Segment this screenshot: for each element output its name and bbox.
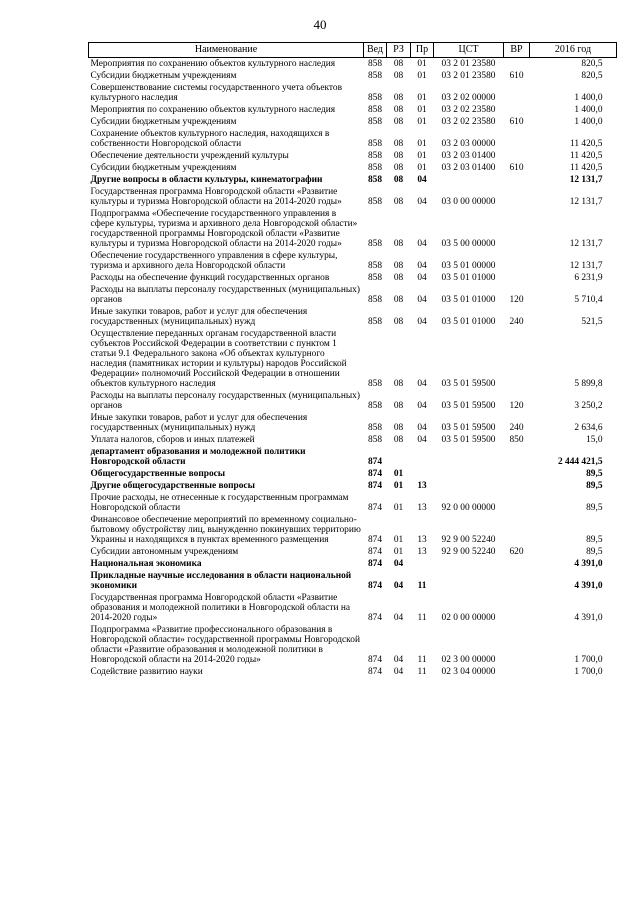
cell-cst: 03 2 02 00000 [441, 93, 496, 103]
cell-cst [434, 480, 504, 492]
cell-cst: 03 2 03 01400 [441, 151, 496, 161]
cell-vr: 620 [509, 547, 524, 557]
cell-name: Подпрограмма «Развитие профессионального образования в Новгородской области» государственной программы Новгородской области «Развитие образования и молодежной политики в Новгородской области на 2014-2020 годы» [90, 625, 360, 665]
cell-pr: 04 [417, 401, 427, 411]
cell-ved: 874 [367, 655, 383, 665]
cell-ved: 858 [367, 139, 383, 149]
cell-rz: 08 [393, 197, 404, 207]
cell-pr: 04 [417, 273, 427, 283]
cell-ved: 858 [367, 175, 383, 185]
cell-name: Расходы на выплаты персоналу государственных (муниципальных) органов [90, 285, 360, 305]
cell-cst: 02 3 04 00000 [441, 667, 496, 677]
table-row [89, 570, 617, 592]
cell-sum: 1 400,0 [574, 93, 603, 103]
cell-vr [504, 186, 530, 208]
cell-sum: 820,5 [581, 59, 603, 69]
cell-sum: 1 400,0 [574, 117, 603, 127]
cell-sum: 11 420,5 [570, 163, 603, 173]
cell-sum: 1 400,0 [574, 105, 603, 115]
cell-sum: 89,5 [586, 503, 603, 513]
cell-ved: 874 [367, 581, 383, 591]
cell-rz: 01 [393, 469, 404, 479]
cell-sum: 4 391,0 [574, 581, 603, 591]
cell-vr [504, 468, 530, 480]
cell-ved: 874 [367, 503, 383, 513]
cell-cst: 02 3 00 00000 [441, 655, 496, 665]
table-row [89, 468, 617, 480]
cell-pr: 04 [417, 423, 427, 433]
cell-name: Подпрограмма «Обеспечение государственного управления в сфере культуры, туризма и архивного дела Новгородской области» государственной программы Новгородской области «Развитие культуры и туризма Новгородской области на 2014-2020 годы» [90, 209, 358, 249]
cell-rz: 08 [393, 151, 404, 161]
table-row [89, 174, 617, 186]
cell-sum: 12 131,7 [569, 175, 603, 185]
cell-pr: 01 [417, 71, 427, 81]
cell-cst: 03 2 03 01400 [441, 163, 496, 173]
column-header-sum: 2016 год [530, 43, 617, 58]
cell-sum: 89,5 [586, 469, 603, 479]
cell-cst: 03 5 01 01000 [441, 295, 496, 305]
cell-rz: 08 [393, 295, 404, 305]
cell-sum: 4 391,0 [574, 559, 603, 569]
cell-cst: 03 5 01 01000 [441, 317, 496, 327]
table-row [89, 666, 617, 678]
cell-sum: 12 131,7 [569, 239, 603, 249]
cell-sum: 820,5 [581, 71, 603, 81]
cell-vr: 120 [509, 401, 524, 411]
cell-sum: 89,5 [586, 535, 603, 545]
cell-pr: 04 [417, 435, 427, 445]
cell-sum: 12 131,7 [569, 197, 603, 207]
cell-cst: 03 0 00 00000 [441, 197, 496, 207]
cell-vr [504, 208, 530, 250]
cell-rz: 08 [393, 139, 404, 149]
cell-sum: 11 420,5 [570, 139, 603, 149]
cell-pr: 01 [417, 59, 427, 69]
budget-table [88, 42, 617, 678]
cell-ved: 858 [367, 163, 383, 173]
cell-vr [504, 174, 530, 186]
cell-rz: 08 [393, 239, 404, 249]
table-row [89, 70, 617, 82]
cell-rz: 08 [393, 93, 404, 103]
cell-ved: 858 [367, 423, 383, 433]
cell-name: Мероприятия по сохранению объектов культурного наследия [90, 105, 336, 115]
cell-sum: 3 250,2 [574, 401, 603, 411]
table-row [89, 150, 617, 162]
cell-name: Осуществление переданных органам государственной власти субъектов Российской Федерации в соответствии с пунктом 1 статьи 9.1 Федерального закона «Об объектах культурного наследия (памятниках истории и культуры) народов Российской Федерации» полномочий Российской Федерации в отношении объектов культурного наследия [90, 329, 347, 389]
cell-rz: 08 [393, 163, 404, 173]
cell-rz: 08 [393, 117, 404, 127]
cell-cst: 03 2 02 23580 [441, 105, 496, 115]
cell-pr: 01 [417, 139, 427, 149]
table-row [89, 624, 617, 666]
cell-rz: 08 [393, 59, 404, 69]
cell-name: Прикладные научные исследования в области национальной экономики [90, 571, 352, 591]
cell-ved: 874 [367, 613, 383, 623]
cell-name: департамент образования и молодежной политики Новгородской области [90, 447, 306, 467]
cell-sum: 89,5 [586, 481, 603, 491]
cell-rz: 08 [393, 105, 404, 115]
cell-name: Субсидии бюджетным учреждениям [90, 71, 237, 81]
cell-cst: 03 5 01 59500 [441, 423, 496, 433]
table-row [89, 116, 617, 128]
cell-cst: 03 5 01 01000 [441, 273, 496, 283]
cell-name: Субсидии автономным учреждениям [90, 547, 239, 557]
cell-pr: 01 [417, 151, 427, 161]
cell-ved: 858 [367, 295, 383, 305]
cell-vr [504, 666, 530, 678]
cell-pr: 13 [417, 503, 427, 513]
cell-rz: 04 [393, 581, 404, 591]
cell-name: Расходы на выплаты персоналу государственных (муниципальных) органов [90, 391, 360, 411]
column-header-name: Наименование [89, 43, 364, 58]
cell-vr [504, 570, 530, 592]
column-header-cst: ЦСТ [434, 43, 504, 58]
cell-rz: 08 [393, 175, 404, 185]
cell-cst: 03 2 02 23580 [441, 117, 496, 127]
table-row [89, 412, 617, 434]
cell-name: Национальная экономика [90, 559, 202, 569]
table-row [89, 546, 617, 558]
cell-vr [504, 558, 530, 570]
cell-rz: 08 [393, 317, 404, 327]
cell-ved: 858 [367, 117, 383, 127]
cell-pr [411, 558, 434, 570]
cell-name: Субсидии бюджетным учреждениям [90, 163, 237, 173]
cell-sum: 11 420,5 [570, 151, 603, 161]
cell-name: Расходы на обеспечение функций государственных органов [90, 273, 330, 283]
cell-rz: 08 [393, 401, 404, 411]
cell-vr [504, 82, 530, 104]
cell-ved: 874 [367, 547, 383, 557]
cell-vr: 850 [509, 435, 524, 445]
cell-cst [434, 570, 504, 592]
cell-pr: 04 [417, 197, 427, 207]
cell-name: Субсидии бюджетным учреждениям [90, 117, 237, 127]
cell-ved: 858 [367, 239, 383, 249]
cell-sum: 4 391,0 [574, 613, 603, 623]
cell-pr: 04 [417, 261, 427, 271]
cell-cst: 92 0 00 00000 [441, 503, 496, 513]
cell-ved: 874 [367, 481, 383, 491]
table-row [89, 104, 617, 116]
table-row [89, 250, 617, 272]
cell-cst [434, 558, 504, 570]
cell-pr: 11 [417, 655, 427, 665]
cell-name: Общегосударственные вопросы [90, 469, 226, 479]
cell-rz: 08 [393, 423, 404, 433]
cell-rz: 04 [393, 655, 404, 665]
cell-name: Совершенствование системы государственного учета объектов культурного наследия [90, 83, 343, 103]
cell-ved: 874 [367, 535, 383, 545]
cell-cst: 03 5 01 59500 [441, 401, 496, 411]
cell-cst: 03 5 01 59500 [441, 435, 496, 445]
table-row [89, 186, 617, 208]
cell-cst: 02 0 00 00000 [441, 613, 496, 623]
cell-ved: 858 [367, 105, 383, 115]
cell-sum: 2 634,6 [574, 423, 603, 433]
cell-ved: 858 [367, 317, 383, 327]
cell-name: Государственная программа Новгородской области «Развитие культуры и туризма Новгородской области на 2014-2020 годы» [90, 187, 342, 207]
cell-pr: 11 [417, 581, 427, 591]
cell-name: Другие общегосударственные вопросы [90, 481, 255, 491]
cell-vr: 610 [509, 163, 524, 173]
cell-pr: 01 [417, 163, 427, 173]
cell-rz [387, 446, 411, 468]
cell-name: Уплата налогов, сборов и иных платежей [90, 435, 255, 445]
column-header-rz: РЗ [387, 43, 411, 58]
cell-name: Сохранение объектов культурного наследия, находящихся в собственности Новгородской области [90, 129, 330, 149]
cell-name: Мероприятия по сохранению объектов культурного наследия [90, 59, 336, 69]
cell-name: Обеспечение государственного управления в сфере культуры, туризма и архивного дела Новгородской области [90, 251, 338, 271]
cell-pr: 04 [417, 379, 427, 389]
cell-name: Финансовое обеспечение мероприятий по временному социально-бытовому обустройству лиц, вынужденно покинувших территорию Украины и находящихся в пунктах временного размещения [90, 515, 361, 545]
cell-vr [504, 328, 530, 390]
cell-name: Обеспечение деятельности учреждений культуры [90, 151, 289, 161]
table-row [89, 82, 617, 104]
cell-rz: 01 [393, 535, 404, 545]
table-row [89, 558, 617, 570]
cell-ved: 858 [367, 435, 383, 445]
cell-cst: 03 2 03 00000 [441, 139, 496, 149]
cell-pr [411, 446, 434, 468]
cell-vr [504, 514, 530, 546]
cell-sum: 12 131,7 [569, 261, 603, 271]
cell-cst: 03 5 01 59500 [441, 379, 496, 389]
cell-ved: 858 [367, 71, 383, 81]
cell-vr: 610 [509, 117, 524, 127]
cell-name: Государственная программа Новгородской области «Развитие образования и молодежной политики в Новгородской области на 2014-2020 годы» [90, 593, 351, 623]
cell-vr: 120 [509, 295, 524, 305]
cell-sum: 89,5 [586, 547, 603, 557]
table-row [89, 390, 617, 412]
table-row [89, 328, 617, 390]
cell-ved: 858 [367, 273, 383, 283]
cell-ved: 858 [367, 379, 383, 389]
cell-pr: 04 [417, 317, 427, 327]
cell-pr: 11 [417, 667, 427, 677]
cell-vr: 610 [509, 71, 524, 81]
cell-ved: 874 [367, 457, 383, 467]
table-row [89, 434, 617, 446]
cell-cst [434, 446, 504, 468]
cell-vr: 240 [509, 423, 524, 433]
cell-rz: 01 [393, 481, 404, 491]
table-row [89, 162, 617, 174]
cell-ved: 858 [367, 59, 383, 69]
cell-sum: 6 231,9 [574, 273, 603, 283]
cell-cst: 03 5 01 00000 [441, 261, 496, 271]
cell-cst: 92 9 00 52240 [441, 547, 496, 557]
table-row [89, 592, 617, 624]
cell-rz: 01 [393, 547, 404, 557]
cell-sum: 5 899,8 [574, 379, 603, 389]
cell-sum: 521,5 [581, 317, 603, 327]
cell-ved: 858 [367, 151, 383, 161]
cell-ved: 874 [367, 559, 383, 569]
cell-sum: 1 700,0 [574, 667, 603, 677]
cell-vr [504, 250, 530, 272]
cell-pr: 04 [417, 295, 427, 305]
cell-cst: 03 2 01 23580 [441, 71, 496, 81]
cell-vr [504, 58, 530, 71]
cell-cst [434, 174, 504, 186]
cell-rz: 04 [393, 667, 404, 677]
table-row [89, 284, 617, 306]
cell-rz: 04 [393, 613, 404, 623]
cell-vr [504, 492, 530, 514]
cell-rz: 08 [393, 435, 404, 445]
cell-sum: 5 710,4 [574, 295, 603, 305]
cell-ved: 858 [367, 93, 383, 103]
cell-sum: 15,0 [586, 435, 603, 445]
cell-vr [504, 150, 530, 162]
cell-pr: 01 [417, 105, 427, 115]
cell-rz: 04 [393, 559, 404, 569]
cell-pr [411, 468, 434, 480]
cell-pr: 04 [417, 175, 427, 185]
cell-ved: 858 [367, 261, 383, 271]
cell-name: Иные закупки товаров, работ и услуг для обеспечения государственных (муниципальных) нужд [90, 413, 308, 433]
cell-name: Прочие расходы, не отнесенные к государственным программам Новгородской области [90, 493, 349, 513]
cell-name: Содействие развитию науки [90, 667, 203, 677]
cell-vr: 240 [509, 317, 524, 327]
table-row [89, 514, 617, 546]
table-row [89, 480, 617, 492]
cell-ved: 874 [367, 667, 383, 677]
cell-rz: 01 [393, 503, 404, 513]
cell-pr: 13 [417, 547, 427, 557]
cell-cst: 92 9 00 52240 [441, 535, 496, 545]
table-row [89, 58, 617, 71]
cell-pr: 13 [417, 481, 427, 491]
cell-vr [504, 624, 530, 666]
cell-vr [504, 272, 530, 284]
cell-ved: 874 [367, 469, 383, 479]
cell-sum: 1 700,0 [574, 655, 603, 665]
cell-name: Иные закупки товаров, работ и услуг для обеспечения государственных (муниципальных) нужд [90, 307, 308, 327]
cell-rz: 08 [393, 273, 404, 283]
table-row [89, 306, 617, 328]
table-header-row [89, 43, 617, 58]
cell-vr [504, 592, 530, 624]
cell-ved: 858 [367, 197, 383, 207]
cell-vr [504, 128, 530, 150]
column-header-pr: Пр [411, 43, 434, 58]
cell-vr [504, 480, 530, 492]
table-row [89, 128, 617, 150]
column-header-vr: ВР [504, 43, 530, 58]
table-row [89, 446, 617, 468]
cell-rz: 08 [393, 261, 404, 271]
cell-pr: 11 [417, 613, 427, 623]
cell-name: Другие вопросы в области культуры, кинематографии [90, 175, 323, 185]
table-row [89, 272, 617, 284]
table-row [89, 492, 617, 514]
cell-cst: 03 5 00 00000 [441, 239, 496, 249]
cell-pr: 01 [417, 93, 427, 103]
cell-vr [504, 104, 530, 116]
cell-pr: 13 [417, 535, 427, 545]
cell-pr: 04 [417, 239, 427, 249]
table-body [89, 58, 617, 679]
cell-cst: 03 2 01 23580 [441, 59, 496, 69]
cell-cst [434, 468, 504, 480]
column-header-ved: Вед [364, 43, 387, 58]
page-number: 40 [313, 17, 327, 32]
cell-rz: 08 [393, 379, 404, 389]
cell-ved: 858 [367, 401, 383, 411]
cell-pr: 01 [417, 117, 427, 127]
table-row [89, 208, 617, 250]
cell-vr [504, 446, 530, 468]
cell-sum: 2 444 421,5 [557, 457, 603, 467]
cell-rz: 08 [393, 71, 404, 81]
